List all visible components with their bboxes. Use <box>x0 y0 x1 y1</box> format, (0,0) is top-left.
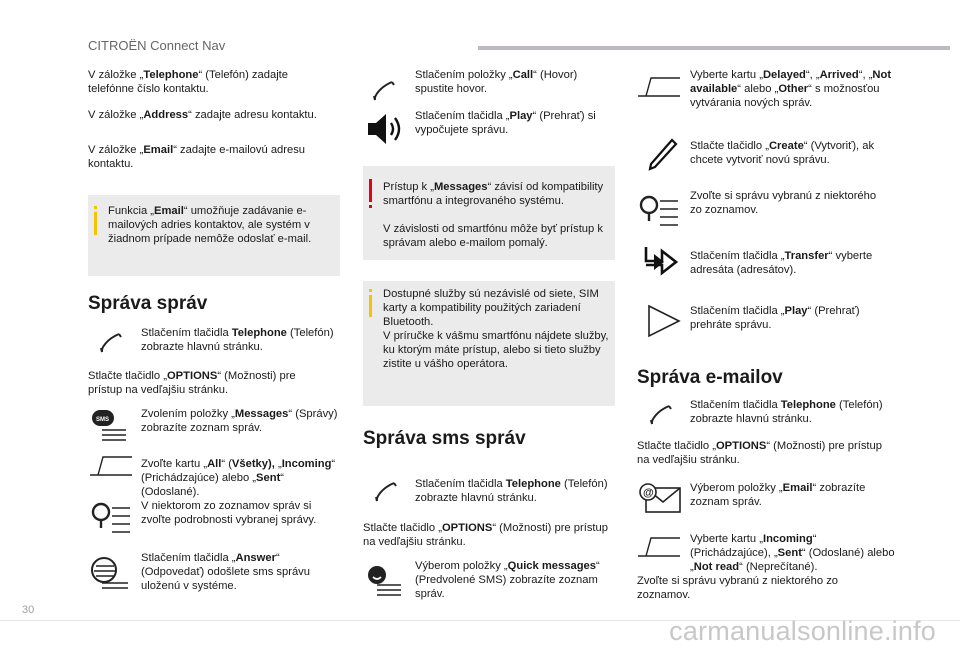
svg-text:SMS: SMS <box>96 417 110 423</box>
messages-item-text: Zvolením položky „Messages“ (Správy) zobrazíte zoznam správ. <box>141 408 338 434</box>
email-item-text: Výberom položky „Email“ zobrazíte zoznam správ. <box>690 482 866 508</box>
services-text-2: V príručke k vášmu smartfónu nájdete služby, ku ktorým máte prístup, alebo si tieto služby zistite u vášho operátora. <box>383 330 609 370</box>
transfer-text: Stlačením tlačidla „Transfer“ vyberte adresáta (adresátov). <box>690 250 873 276</box>
services-text-1: Dostupné služby sú nezávislé od siete, SIM karty a kompatibility použitých zariadení Bluetooth. <box>383 288 599 328</box>
warning-icon <box>369 205 372 208</box>
email-options-paragraph: Stlačte tlačidlo „OPTIONS“ (Možnosti) pre prístup na vedľajšiu stránku. <box>637 440 882 466</box>
pencil-icon <box>646 137 678 173</box>
warning-text-1: Prístup k „Messages“ závisí od kompatibility smartfónu a integrovaného systému. <box>383 181 604 207</box>
telephone-tab-paragraph: V záložke „Telephone“ (Telefón) zadajte telefónne číslo kontaktu. <box>88 69 289 95</box>
message-detail-list-icon <box>90 500 132 536</box>
info-icon <box>94 206 97 209</box>
select-email-paragraph: Zvoľte si správu vybranú z niektorého zo zoznamov. <box>637 575 839 601</box>
email-info-text: Funkcia „Email“ umožňuje zadávanie e-mailových adries kontaktov, ale systém v žiadnom prípade nemôže odoslať e-mail. <box>108 205 312 245</box>
sms-telephone-text: Stlačením tlačidla Telephone (Telefón) zobrazte hlavnú stránku. <box>415 478 608 504</box>
section-heading-messages: Správa správ <box>88 293 208 314</box>
section-heading-sms: Správa sms správ <box>363 428 526 449</box>
warning-text-2: V závislosti od smartfónu môže byť prístup k správam alebo e-mailom pomalý. <box>383 223 603 249</box>
tab-selector-icon <box>636 536 682 558</box>
messages-options-paragraph: Stlačte tlačidlo „OPTIONS“ (Možnosti) pre prístup na vedľajšiu stránku. <box>88 370 296 396</box>
phone-handset-icon <box>98 330 124 356</box>
phone-handset-icon <box>373 479 399 505</box>
page-number: 30 <box>22 604 35 616</box>
speaker-icon <box>366 112 406 146</box>
messages-telephone-text: Stlačením tlačidla Telephone (Telefón) zobrazte hlavnú stránku. <box>141 327 334 353</box>
transfer-arrow-icon <box>644 245 678 279</box>
tab-select-text: Zvoľte kartu „All“ (Všetky), „Incoming“ (Prichádzajúce) alebo „Sent“ (Odoslané). <box>141 458 336 498</box>
document-header: CITROËN Connect Nav <box>88 38 226 53</box>
play-email-text: Stlačením tlačidla „Play“ (Prehrať) prehráte správu. <box>690 305 860 331</box>
compatibility-warning <box>363 166 615 260</box>
play-triangle-icon <box>646 303 682 339</box>
info-bar <box>94 212 97 235</box>
answer-text: Stlačením tlačidla „Answer“ (Odpovedať) odošlete sms správu uloženú v systéme. <box>141 552 310 592</box>
watermark: carmanualsonline.info <box>669 616 936 646</box>
sms-bubble-icon <box>88 408 130 442</box>
email-tab-paragraph: V záložke „Email“ zadajte e-mailovú adresu kontaktu. <box>88 144 306 170</box>
quick-message-icon <box>363 563 405 597</box>
email-info-note <box>88 195 340 276</box>
header-rule <box>478 46 950 50</box>
phone-handset-icon <box>371 78 397 104</box>
svg-text:@: @ <box>643 487 654 499</box>
email-telephone-text: Stlačením tlačidla Telephone (Telefón) zobrazte hlavnú stránku. <box>690 399 883 425</box>
address-tab-paragraph: V záložke „Address“ zadajte adresu kontaktu. <box>88 109 317 121</box>
sms-options-paragraph: Stlačte tlačidlo „OPTIONS“ (Možnosti) pre prístup na vedľajšiu stránku. <box>363 522 608 548</box>
email-at-icon <box>638 482 682 514</box>
incoming-tab-text: Vyberte kartu „Incoming“ (Prichádzajúce), „Sent“ (Odoslané) alebo „Not read“ (Neprečítané). <box>690 533 895 573</box>
play-message-text: Stlačením tlačidla „Play“ (Prehrať) si vypočujete správu. <box>415 110 596 136</box>
warning-bar <box>369 179 372 202</box>
info-bar <box>369 295 372 317</box>
message-detail-list-icon <box>638 193 680 229</box>
info-icon <box>369 289 372 292</box>
email-tabs-text: Vyberte kartu „Delayed“, „Arrived“, „Not available“ alebo „Other“ s možnosťou vytvárania nových správ. <box>690 69 892 109</box>
message-detail-text: V niektorom zo zoznamov správ si zvoľte podrobnosti vybranej správy. <box>141 500 317 526</box>
reply-list-icon <box>88 556 130 590</box>
quick-messages-text: Výberom položky „Quick messages“ (Predvolené SMS) zobrazíte zoznam správ. <box>415 560 600 600</box>
services-info-note <box>363 281 615 406</box>
phone-handset-icon <box>648 402 674 428</box>
tab-selector-icon <box>88 455 134 477</box>
select-message-text: Zvoľte si správu vybranú z niektorého zo zoznamov. <box>690 190 877 216</box>
create-text: Stlačte tlačidlo „Create“ (Vytvoriť), ak chcete vytvoriť novú správu. <box>690 140 875 166</box>
section-heading-email: Správa e-mailov <box>637 367 783 388</box>
call-text: Stlačením položky „Call“ (Hovor) spustite hovor. <box>415 69 578 95</box>
tab-selector-icon <box>636 76 682 98</box>
